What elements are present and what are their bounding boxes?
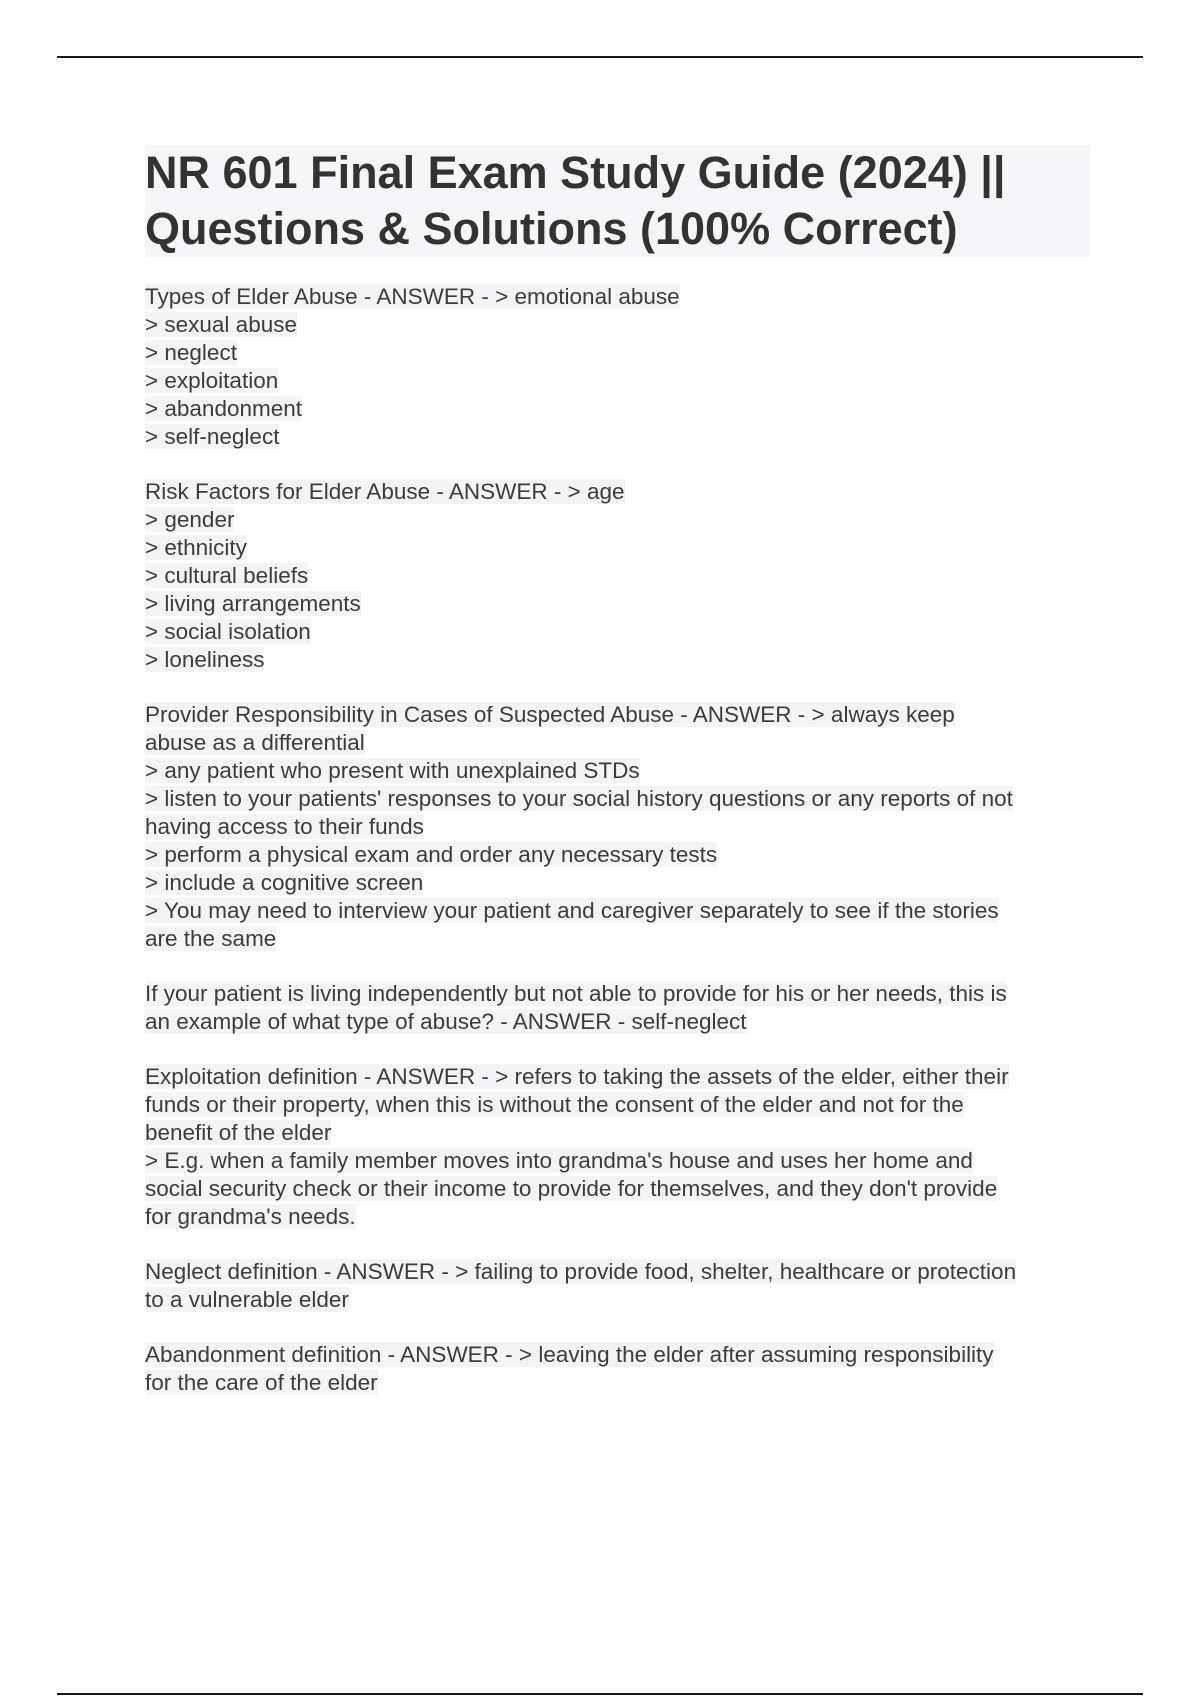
qa-line: Abandonment definition - ANSWER - > leaving the elder after assuming responsibility [145,1342,994,1367]
qa-line: to a vulnerable elder [145,1287,349,1312]
qa-line: > cultural beliefs [145,563,309,588]
qa-line: > E.g. when a family member moves into grandma's house and uses her home and [145,1148,973,1173]
qa-line: > self-neglect [145,424,280,449]
title-line: NR 601 Final Exam Study Guide (2024) || [145,145,1090,201]
qa-line: Exploitation definition - ANSWER - > refers to taking the assets of the elder, either their [145,1064,1009,1089]
qa-line: for grandma's needs. [145,1204,356,1229]
qa-line: > You may need to interview your patient and caregiver separately to see if the stories [145,898,999,923]
header-rule [57,56,1143,58]
qa-line: > exploitation [145,368,279,393]
qa-line: are the same [145,926,277,951]
qa-line: > any patient who present with unexplained STDs [145,758,640,783]
qa-line: > social isolation [145,619,311,644]
title-line: Questions & Solutions (100% Correct) [145,201,1090,257]
qa-line: > living arrangements [145,591,361,616]
qa-line: If your patient is living independently but not able to provide for his or her needs, this is [145,981,1007,1006]
qa-line: > listen to your patients' responses to your social history questions or any reports of not [145,786,1013,811]
page-title [145,145,1090,257]
qa-line: > ethnicity [145,535,247,560]
qa-line: > neglect [145,340,237,365]
document-body [145,145,1090,1424]
qa-line: abuse as a differential [145,730,365,755]
qa-line: for the care of the elder [145,1370,378,1395]
qa-line: social security check or their income to provide for themselves, and they don't provide [145,1176,998,1201]
qa-line: > gender [145,507,235,532]
qa-self-neglect [145,980,1090,1036]
qa-line: > sexual abuse [145,312,297,337]
qa-line: > perform a physical exam and order any necessary tests [145,842,718,867]
qa-exploitation-definition [145,1063,1090,1231]
qa-line: Neglect definition - ANSWER - > failing to provide food, shelter, healthcare or protection [145,1259,1017,1284]
qa-line: Types of Elder Abuse - ANSWER - > emotional abuse [145,284,680,309]
qa-line: > abandonment [145,396,303,421]
qa-line: Risk Factors for Elder Abuse - ANSWER - > age [145,479,625,504]
qa-line: funds or their property, when this is without the consent of the elder and not for the [145,1092,964,1117]
footer-rule [57,1693,1143,1695]
qa-line: benefit of the elder [145,1120,332,1145]
qa-neglect-definition [145,1258,1090,1314]
qa-line: Provider Responsibility in Cases of Suspected Abuse - ANSWER - > always keep [145,702,955,727]
qa-types-of-elder-abuse [145,283,1090,451]
qa-risk-factors [145,478,1090,674]
qa-line: an example of what type of abuse? - ANSWER - self-neglect [145,1009,747,1034]
qa-line: having access to their funds [145,814,424,839]
qa-abandonment-definition [145,1341,1090,1397]
qa-line: > include a cognitive screen [145,870,424,895]
qa-line: > loneliness [145,647,265,672]
qa-provider-responsibility [145,701,1090,953]
